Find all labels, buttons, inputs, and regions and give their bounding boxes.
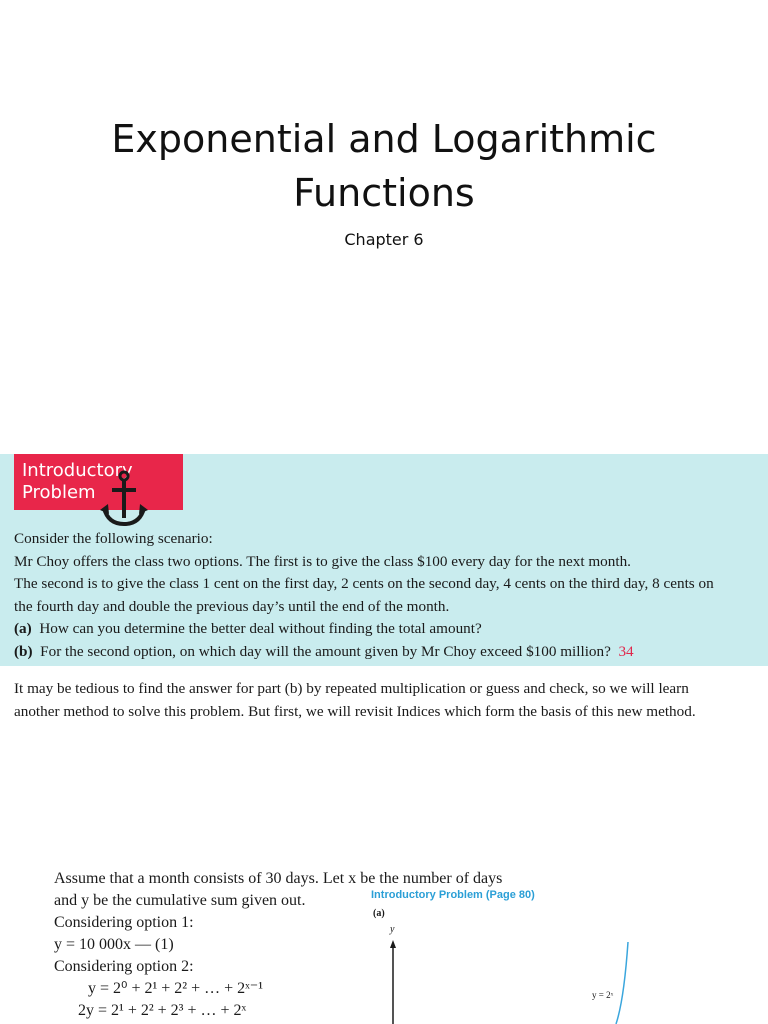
- equation-line: y = 2⁰ + 2¹ + 2² + … + 2ˣ⁻¹: [88, 980, 263, 997]
- panel-part-label: (a): [373, 908, 385, 919]
- slide-title-line2: Functions: [293, 171, 475, 215]
- intro-line: The second is to give the class 1 cent on the first day, 2 cents on the second day, 4 cents on the third day, 8 cents on: [14, 575, 714, 592]
- solution-line: Considering option 2:: [54, 958, 194, 975]
- introductory-problem-text: [14, 528, 754, 663]
- panel-reference: Introductory Problem (Page 80): [371, 889, 535, 901]
- slide-subtitle: Chapter 6: [344, 230, 424, 249]
- question-a-label: (a): [14, 620, 32, 637]
- page-reference: 34: [618, 642, 634, 660]
- question-b-label: (b): [14, 642, 33, 660]
- paragraph-line: another method to solve this problem. But first, we will revisit Indices which form the basis of this new method.: [14, 703, 696, 720]
- solution-line: and y be the cumulative sum given out.: [54, 892, 306, 909]
- slide-title: [0, 112, 768, 220]
- question-b-text: For the second option, on which day will the amount given by Mr Choy exceed $100 million?: [40, 642, 611, 660]
- equation-line: 2y = 2¹ + 2² + 2³ + … + 2ˣ: [78, 1002, 247, 1019]
- question-b: [14, 641, 754, 664]
- exponential-curve: [616, 942, 628, 1024]
- intro-line: the fourth day and double the previous day’s until the end of the month.: [14, 597, 450, 615]
- intro-line: Mr Choy offers the class two options. The first is to give the class $100 every day for the next month.: [14, 552, 631, 570]
- axis-y-label: y: [390, 924, 395, 935]
- y-axis-arrow-icon: [390, 940, 396, 948]
- slide-title-line1: Exponential and Logarithmic: [111, 117, 657, 161]
- anchor-icon: [96, 468, 156, 528]
- intro-line: Consider the following scenario:: [14, 530, 213, 547]
- exponential-graph: [380, 920, 760, 1024]
- solution-line: y = 10 000x — (1): [54, 936, 174, 953]
- badge-line2: Problem: [22, 482, 96, 503]
- explanation-paragraph: [14, 677, 754, 723]
- paragraph-line: It may be tedious to find the answer for part (b) by repeated multiplication or guess and check, so we will learn: [14, 680, 689, 697]
- question-a-text: How can you determine the better deal without finding the total amount?: [39, 620, 482, 637]
- solution-line: Assume that a month consists of 30 days. Let x be the number of days: [54, 870, 503, 887]
- solution-line: Considering option 1:: [54, 914, 194, 931]
- curve-label: y = 2ˣ: [592, 990, 614, 1000]
- badge-line1: Introductory: [22, 460, 133, 481]
- question-a: [14, 618, 754, 641]
